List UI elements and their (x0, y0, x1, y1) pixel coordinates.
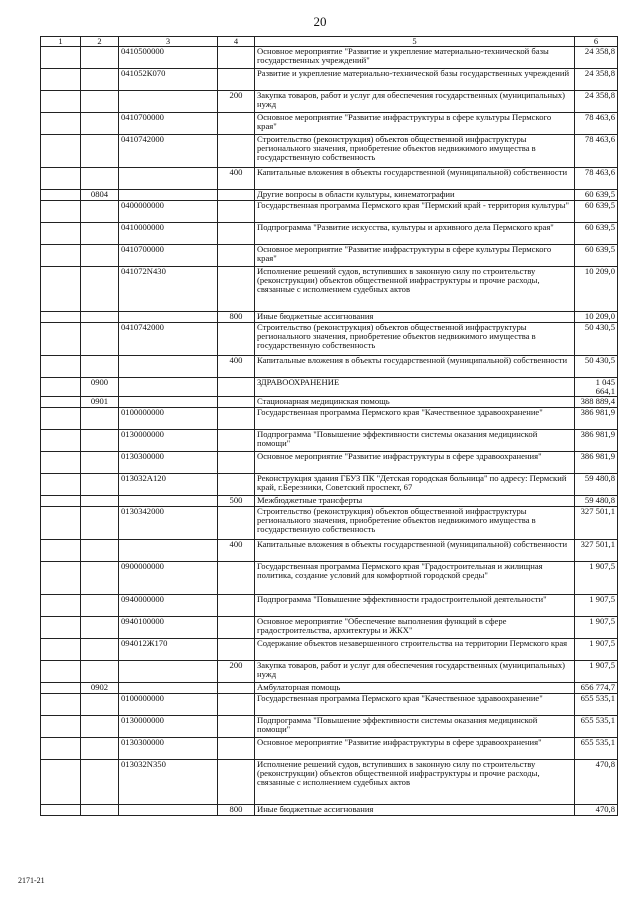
table-row (41, 507, 618, 540)
column-header: 5 (255, 37, 575, 47)
amount-cell: 24 358,8 (575, 69, 618, 91)
table-row (41, 496, 618, 507)
table-row (41, 738, 618, 760)
column-header: 1 (41, 37, 81, 47)
table-row (41, 562, 618, 595)
subsection-code-cell (81, 507, 119, 540)
section-code-cell (41, 639, 81, 661)
expense-type-cell (218, 245, 255, 267)
subsection-code-cell (81, 408, 119, 430)
table-row (41, 408, 618, 430)
table-row (41, 694, 618, 716)
description-cell: Капитальные вложения в объекты государственной (муниципальной) собственности (255, 540, 575, 562)
amount-cell: 655 535,1 (575, 716, 618, 738)
table-row (41, 617, 618, 639)
target-article-cell: 0410700000 (119, 113, 218, 135)
amount-cell: 1 907,5 (575, 661, 618, 683)
description-cell: Другие вопросы в области культуры, кинематографии (255, 190, 575, 201)
table-row (41, 168, 618, 190)
section-code-cell (41, 397, 81, 408)
amount-cell: 386 981,9 (575, 452, 618, 474)
amount-cell: 1 907,5 (575, 639, 618, 661)
amount-cell: 327 501,1 (575, 507, 618, 540)
target-article-cell: 0940000000 (119, 595, 218, 617)
document-code: 2171-21 (18, 876, 45, 885)
expense-type-cell (218, 474, 255, 496)
amount-cell: 24 358,8 (575, 47, 618, 69)
section-code-cell (41, 617, 81, 639)
target-article-cell: 013032А120 (119, 474, 218, 496)
section-code-cell (41, 378, 81, 397)
table-row (41, 397, 618, 408)
description-cell: Строительство (реконструкция) объектов общественной инфраструктуры регионального значения, приобретение объектов недвижимого имущества в государственную собственность (255, 507, 575, 540)
description-cell: Стационарная медицинская помощь (255, 397, 575, 408)
expense-type-cell (218, 452, 255, 474)
description-cell: ЗДРАВООХРАНЕНИЕ (255, 378, 575, 397)
description-cell: Основное мероприятие "Развитие и укрепление материально-технической базы государственных учреждений" (255, 47, 575, 69)
subsection-code-cell (81, 716, 119, 738)
target-article-cell (119, 356, 218, 378)
table-row (41, 716, 618, 738)
amount-cell: 1 907,5 (575, 617, 618, 639)
table-row (41, 323, 618, 356)
target-article-cell: 013032N350 (119, 760, 218, 805)
expense-type-cell (218, 683, 255, 694)
table-row (41, 595, 618, 617)
subsection-code-cell (81, 312, 119, 323)
target-article-cell: 094012Ж170 (119, 639, 218, 661)
description-cell: Строительство (реконструкция) объектов общественной инфраструктуры регионального значения, приобретение объектов недвижимого имущества в государственную собственность (255, 323, 575, 356)
description-cell: Государственная программа Пермского края "Качественное здравоохранение" (255, 408, 575, 430)
subsection-code-cell (81, 113, 119, 135)
subsection-code-cell (81, 595, 119, 617)
expense-type-cell: 500 (218, 496, 255, 507)
description-cell: Исполнение решений судов, вступивших в законную силу по строительству (реконструкции) объектов общественной инфраструктуры и прочие расходы, связанные с исполнением судебных актов (255, 760, 575, 805)
description-cell: Исполнение решений судов, вступивших в законную силу по строительству (реконструкции) объектов общественной инфраструктуры и прочие расходы, связанные с исполнением судебных актов (255, 267, 575, 312)
section-code-cell (41, 91, 81, 113)
expense-type-cell (218, 378, 255, 397)
target-article-cell: 0100000000 (119, 694, 218, 716)
amount-cell: 1 045 664,1 (575, 378, 618, 397)
subsection-code-cell (81, 47, 119, 69)
section-code-cell (41, 661, 81, 683)
target-article-cell: 0400000000 (119, 201, 218, 223)
subsection-code-cell (81, 356, 119, 378)
description-cell: Подпрограмма "Повышение эффективности градостроительной деятельности" (255, 595, 575, 617)
target-article-cell: 0130342000 (119, 507, 218, 540)
target-article-cell: 0940100000 (119, 617, 218, 639)
table-row (41, 223, 618, 245)
table-row (41, 113, 618, 135)
subsection-code-cell (81, 223, 119, 245)
section-code-cell (41, 323, 81, 356)
subsection-code-cell: 0804 (81, 190, 119, 201)
target-article-cell (119, 312, 218, 323)
subsection-code-cell (81, 639, 119, 661)
expense-type-cell (218, 507, 255, 540)
subsection-code-cell (81, 91, 119, 113)
target-article-cell (119, 397, 218, 408)
section-code-cell (41, 168, 81, 190)
amount-cell: 60 639,5 (575, 201, 618, 223)
target-article-cell (119, 378, 218, 397)
table-header-row (41, 37, 618, 47)
table-row (41, 760, 618, 805)
section-code-cell (41, 223, 81, 245)
expense-type-cell: 800 (218, 312, 255, 323)
expense-type-cell (218, 190, 255, 201)
subsection-code-cell (81, 661, 119, 683)
section-code-cell (41, 135, 81, 168)
subsection-code-cell (81, 168, 119, 190)
expense-type-cell (218, 639, 255, 661)
amount-cell: 59 480,8 (575, 474, 618, 496)
target-article-cell: 0410000000 (119, 223, 218, 245)
expense-type-cell (218, 201, 255, 223)
section-code-cell (41, 496, 81, 507)
amount-cell: 10 209,0 (575, 312, 618, 323)
expense-type-cell (218, 397, 255, 408)
expense-type-cell (218, 113, 255, 135)
table-row (41, 430, 618, 452)
expense-type-cell (218, 760, 255, 805)
target-article-cell: 0100000000 (119, 408, 218, 430)
target-article-cell (119, 805, 218, 816)
subsection-code-cell (81, 474, 119, 496)
subsection-code-cell (81, 617, 119, 639)
table-row (41, 639, 618, 661)
amount-cell: 470,8 (575, 760, 618, 805)
description-cell: Содержание объектов незавершенного строительства на территории Пермского края (255, 639, 575, 661)
description-cell: Государственная программа Пермского края "Качественное здравоохранение" (255, 694, 575, 716)
table-row (41, 267, 618, 312)
expense-type-cell (218, 716, 255, 738)
description-cell: Основное мероприятие "Развитие инфраструктуры в сфере здравоохранения" (255, 452, 575, 474)
section-code-cell (41, 694, 81, 716)
description-cell: Основное мероприятие "Обеспечение выполнения функций в сфере градостроительства, архитектуры и ЖКХ" (255, 617, 575, 639)
description-cell: Иные бюджетные ассигнования (255, 805, 575, 816)
amount-cell: 78 463,6 (575, 135, 618, 168)
target-article-cell: 0410700000 (119, 245, 218, 267)
amount-cell: 655 535,1 (575, 738, 618, 760)
description-cell: Подпрограмма "Развитие искусства, культуры и архивного дела Пермского края" (255, 223, 575, 245)
amount-cell: 50 430,5 (575, 356, 618, 378)
subsection-code-cell (81, 323, 119, 356)
expense-type-cell (218, 223, 255, 245)
budget-table (40, 36, 618, 816)
target-article-cell: 0410500000 (119, 47, 218, 69)
subsection-code-cell (81, 201, 119, 223)
amount-cell: 10 209,0 (575, 267, 618, 312)
section-code-cell (41, 430, 81, 452)
section-code-cell (41, 805, 81, 816)
target-article-cell (119, 496, 218, 507)
expense-type-cell (218, 135, 255, 168)
expense-type-cell: 200 (218, 91, 255, 113)
description-cell: Государственная программа Пермского края "Пермский край - территория культуры" (255, 201, 575, 223)
description-cell: Закупка товаров, работ и услуг для обеспечения государственных (муниципальных) нужд (255, 661, 575, 683)
description-cell: Основное мероприятие "Развитие инфраструктуры в сфере здравоохранения" (255, 738, 575, 760)
table-row (41, 661, 618, 683)
amount-cell: 24 358,8 (575, 91, 618, 113)
amount-cell: 1 907,5 (575, 595, 618, 617)
target-article-cell (119, 91, 218, 113)
table-row (41, 135, 618, 168)
subsection-code-cell (81, 562, 119, 595)
description-cell: Основное мероприятие "Развитие инфраструктуры в сфере культуры Пермского края" (255, 245, 575, 267)
expense-type-cell: 400 (218, 168, 255, 190)
table-row (41, 452, 618, 474)
expense-type-cell: 800 (218, 805, 255, 816)
expense-type-cell (218, 408, 255, 430)
subsection-code-cell (81, 760, 119, 805)
amount-cell: 656 774,7 (575, 683, 618, 694)
section-code-cell (41, 562, 81, 595)
subsection-code-cell (81, 694, 119, 716)
subsection-code-cell (81, 805, 119, 816)
target-article-cell: 0130300000 (119, 738, 218, 760)
amount-cell: 470,8 (575, 805, 618, 816)
section-code-cell (41, 716, 81, 738)
description-cell: Реконструкция здания ГБУЗ ПК "Детская городская больница" по адресу: Пермский край, г.Березники, Советский проспект, 67 (255, 474, 575, 496)
target-article-cell (119, 540, 218, 562)
subsection-code-cell (81, 452, 119, 474)
section-code-cell (41, 190, 81, 201)
table-row (41, 540, 618, 562)
expense-type-cell (218, 267, 255, 312)
section-code-cell (41, 738, 81, 760)
section-code-cell (41, 760, 81, 805)
description-cell: Подпрограмма "Повышение эффективности системы оказания медицинской помощи" (255, 430, 575, 452)
subsection-code-cell (81, 245, 119, 267)
section-code-cell (41, 507, 81, 540)
amount-cell: 60 639,5 (575, 223, 618, 245)
section-code-cell (41, 69, 81, 91)
target-article-cell: 0130000000 (119, 430, 218, 452)
target-article-cell (119, 168, 218, 190)
expense-type-cell (218, 47, 255, 69)
subsection-code-cell (81, 540, 119, 562)
amount-cell: 386 981,9 (575, 408, 618, 430)
amount-cell: 327 501,1 (575, 540, 618, 562)
amount-cell: 386 981,9 (575, 430, 618, 452)
target-article-cell: 041072N430 (119, 267, 218, 312)
section-code-cell (41, 474, 81, 496)
column-header: 3 (119, 37, 218, 47)
section-code-cell (41, 47, 81, 69)
amount-cell: 655 535,1 (575, 694, 618, 716)
target-article-cell: 0410742000 (119, 135, 218, 168)
table-row (41, 474, 618, 496)
description-cell: Капитальные вложения в объекты государственной (муниципальной) собственности (255, 168, 575, 190)
target-article-cell: 0900000000 (119, 562, 218, 595)
target-article-cell (119, 683, 218, 694)
target-article-cell: 0130000000 (119, 716, 218, 738)
table-row (41, 683, 618, 694)
expense-type-cell (218, 69, 255, 91)
description-cell: Межбюджетные трансферты (255, 496, 575, 507)
amount-cell: 60 639,5 (575, 190, 618, 201)
table-row (41, 805, 618, 816)
subsection-code-cell (81, 496, 119, 507)
section-code-cell (41, 408, 81, 430)
expense-type-cell: 200 (218, 661, 255, 683)
description-cell: Иные бюджетные ассигнования (255, 312, 575, 323)
column-header: 4 (218, 37, 255, 47)
expense-type-cell: 400 (218, 540, 255, 562)
amount-cell: 78 463,6 (575, 113, 618, 135)
column-header: 2 (81, 37, 119, 47)
subsection-code-cell: 0900 (81, 378, 119, 397)
expense-type-cell (218, 595, 255, 617)
table-row (41, 201, 618, 223)
section-code-cell (41, 356, 81, 378)
amount-cell: 50 430,5 (575, 323, 618, 356)
description-cell: Закупка товаров, работ и услуг для обеспечения государственных (муниципальных) нужд (255, 91, 575, 113)
target-article-cell: 041052К070 (119, 69, 218, 91)
target-article-cell: 0130300000 (119, 452, 218, 474)
target-article-cell (119, 190, 218, 201)
subsection-code-cell (81, 430, 119, 452)
section-code-cell (41, 540, 81, 562)
description-cell: Государственная программа Пермского края "Градостроительная и жилищная политика, создание условий для комфортной городской среды" (255, 562, 575, 595)
amount-cell: 78 463,6 (575, 168, 618, 190)
table-row (41, 190, 618, 201)
expense-type-cell (218, 430, 255, 452)
table-row (41, 245, 618, 267)
section-code-cell (41, 113, 81, 135)
expense-type-cell: 400 (218, 356, 255, 378)
section-code-cell (41, 201, 81, 223)
expense-type-cell (218, 323, 255, 356)
table-row (41, 356, 618, 378)
table-row (41, 47, 618, 69)
amount-cell: 388 889,4 (575, 397, 618, 408)
section-code-cell (41, 452, 81, 474)
section-code-cell (41, 312, 81, 323)
target-article-cell (119, 661, 218, 683)
subsection-code-cell: 0901 (81, 397, 119, 408)
description-cell: Подпрограмма "Повышение эффективности системы оказания медицинской помощи" (255, 716, 575, 738)
description-cell: Развитие и укрепление материально-технической базы государственных учреждений (255, 69, 575, 91)
table-row (41, 378, 618, 397)
expense-type-cell (218, 562, 255, 595)
table-row (41, 69, 618, 91)
table-row (41, 91, 618, 113)
section-code-cell (41, 267, 81, 312)
description-cell: Капитальные вложения в объекты государственной (муниципальной) собственности (255, 356, 575, 378)
expense-type-cell (218, 694, 255, 716)
description-cell: Основное мероприятие "Развитие инфраструктуры в сфере культуры Пермского края" (255, 113, 575, 135)
column-header: 6 (575, 37, 618, 47)
subsection-code-cell (81, 738, 119, 760)
subsection-code-cell (81, 135, 119, 168)
section-code-cell (41, 245, 81, 267)
subsection-code-cell (81, 69, 119, 91)
amount-cell: 60 639,5 (575, 245, 618, 267)
page-number: 20 (313, 14, 327, 29)
description-cell: Строительство (реконструкция) объектов общественной инфраструктуры регионального значения, приобретение объектов недвижимого имущества в государственную собственность (255, 135, 575, 168)
subsection-code-cell: 0902 (81, 683, 119, 694)
description-cell: Амбулаторная помощь (255, 683, 575, 694)
table-row (41, 312, 618, 323)
section-code-cell (41, 683, 81, 694)
subsection-code-cell (81, 267, 119, 312)
expense-type-cell (218, 617, 255, 639)
expense-type-cell (218, 738, 255, 760)
section-code-cell (41, 595, 81, 617)
amount-cell: 59 480,8 (575, 496, 618, 507)
budget-table-body (41, 37, 618, 816)
target-article-cell: 0410742000 (119, 323, 218, 356)
amount-cell: 1 907,5 (575, 562, 618, 595)
